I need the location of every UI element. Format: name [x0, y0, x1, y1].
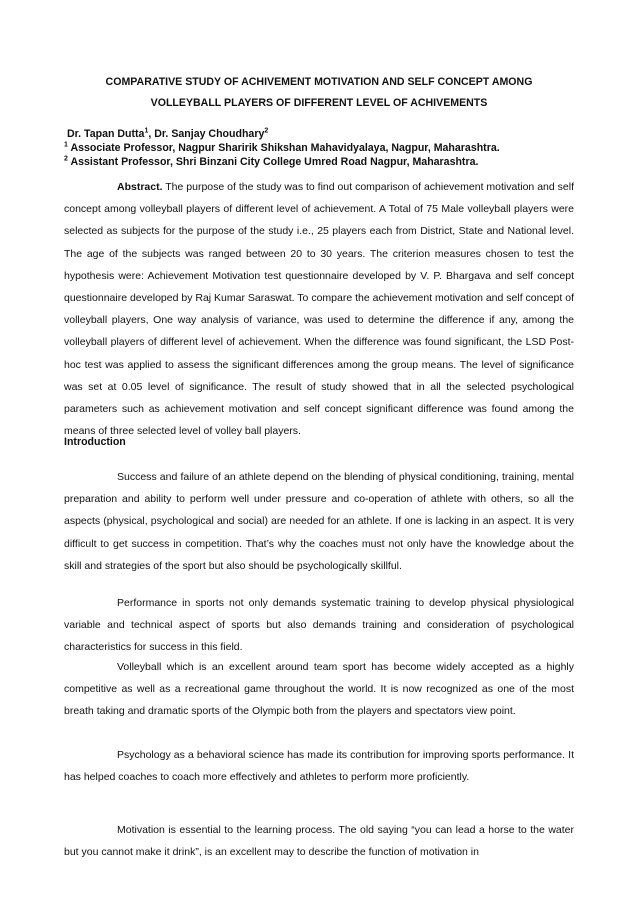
affiliation-2: $^2$ Assistant Professor, Shri Binzani City College Umred Road Nagpur, Maharashtra. — [64, 155, 479, 168]
intro-paragraph-1: Success and failure of an athlete depend on the blending of physical conditioning, training, mental preparation and ability to perform well under pressure and co-operation of athlete with others, so all the aspects (physical, psychological and social) are needed for an athlete. If one is lacking in an aspect. It is very difficult to get success in competition. That’s why the coaches must not only have the knowledge about the skill and strategies of the sport but also should be psychologically skillful. — [64, 471, 574, 572]
intro-paragraph-2: Performance in sports not only demands systematic training to develop physical physiological variable and technical aspect of sports but also demands training and consideration of psychological characteristics for success in this field. — [64, 597, 574, 654]
paper-title-line-2: VOLLEYBALL PLAYERS OF DIFFERENT LEVEL OF ACHIVEMENTS — [150, 97, 488, 109]
introduction-heading: Introduction — [64, 436, 126, 448]
author-block — [64, 127, 574, 169]
paper-title-line-1: COMPARATIVE STUDY OF ACHIVEMENT MOTIVATION AND SELF CONCEPT AMONG — [105, 76, 533, 88]
intro-paragraph-4: Psychology as a behavioral science has made its contribution for improving sports performance. It has helped coaches to coach more effectively and athletes to perform more proficiently. — [64, 749, 574, 784]
intro-paragraph-3: Volleyball which is an excellent around team sport has become widely accepted as a highly competitive as well as a recreational game throughout the world. It is now recognized as one of the most breath taking and dramatic sports of the Olympic both from the players and spectators view point. — [64, 661, 574, 718]
abstract-text: The purpose of the study was to find out comparison of achievement motivation and self concept among volleyball players of different level of achievement. A Total of 75 Male volleyball players were selected as subjects for the purpose of the study i.e., 25 players each from District, State and National level. The age of the subjects was ranged between 20 to 30 years. The criterion measures chosen to test the hypothesis were: Achievement Motivation test questionnaire developed by V. P. Bhargava and self concept questionnaire developed by Raj Kumar Saraswat. To compare the achievement motivation and self concept of volleyball players, One way analysis of variance, was used to determine the difference if any, among the volleyball players of different level of achievement. When the difference was found significant, the LSD Post-hoc test was applied to assess the significant differences among the group means. The level of significance was set at 0.05 level of significance. The result of study showed that in all the selected psychological parameters such as achievement motivation and self concept significant difference was found among the means of three selected level of volley ball players. — [64, 181, 574, 438]
affiliation-1: $^1$ Associate Professor, Nagpur Sharirik Shikshan Mahavidyalaya, Nagpur, Maharashtra. — [64, 141, 500, 154]
abstract-paragraph — [64, 176, 574, 442]
abstract-label: Abstract. — [117, 181, 163, 193]
intro-paragraph-5: Motivation is essential to the learning process. The old saying “you can lead a horse to the water but you cannot make it drink”, is an excellent may to describe the function of motivation in — [64, 824, 574, 859]
author-names: Dr. Tapan Dutta$^1$, Dr. Sanjay Choudhary$^2$ — [66, 127, 269, 140]
